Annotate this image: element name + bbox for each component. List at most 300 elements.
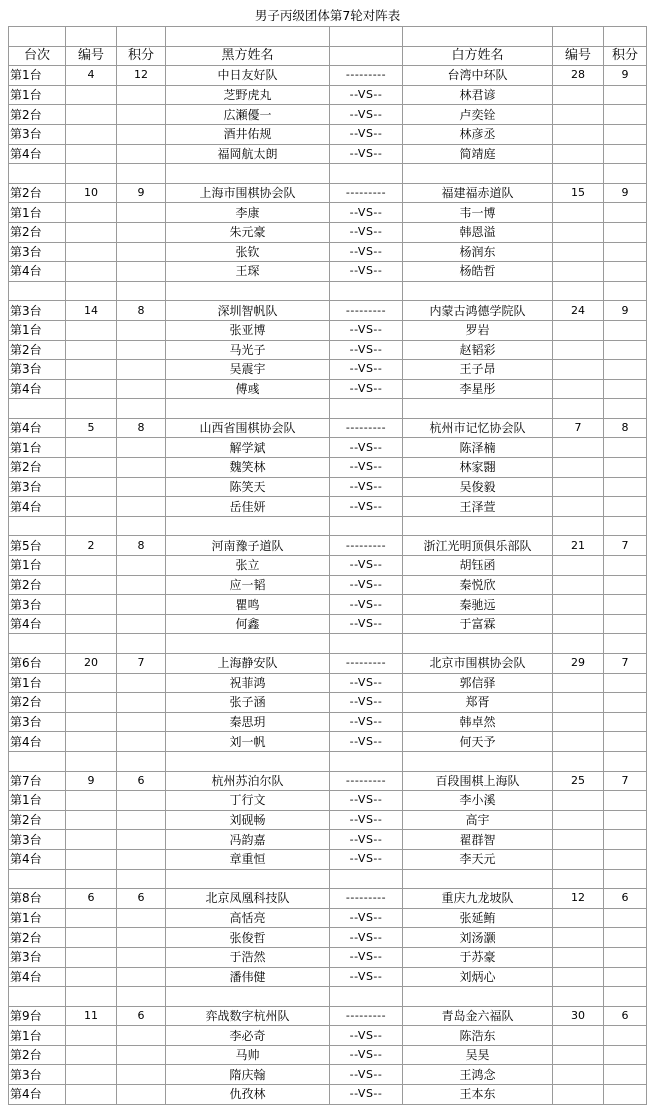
- black-number: 10: [66, 183, 117, 203]
- empty-cell: [604, 497, 647, 517]
- empty-cell: [604, 222, 647, 242]
- empty-cell: [66, 144, 117, 164]
- empty-cell: [403, 869, 553, 889]
- empty-cell: [117, 967, 166, 987]
- white-team: 内蒙古鸿德学院队: [403, 301, 553, 321]
- player-vs: --VS--: [330, 673, 403, 693]
- empty-cell: [66, 947, 117, 967]
- team-vs: ---------: [330, 536, 403, 556]
- empty-cell: [66, 928, 117, 948]
- empty-cell: [117, 1085, 166, 1105]
- board-label: 第2台: [9, 693, 66, 713]
- black-number: 6: [66, 889, 117, 909]
- board-row: [9, 203, 647, 223]
- black-player: 李康: [166, 203, 330, 223]
- player-vs: --VS--: [330, 1045, 403, 1065]
- player-vs: --VS--: [330, 712, 403, 732]
- white-number: 29: [553, 654, 604, 674]
- board-row: [9, 810, 647, 830]
- white-number: 25: [553, 771, 604, 791]
- empty-cell: [66, 673, 117, 693]
- empty-cell: [66, 849, 117, 869]
- empty-cell: [553, 105, 604, 125]
- empty-cell: [553, 164, 604, 184]
- empty-cell: [9, 987, 66, 1007]
- white-player: 郭信驿: [403, 673, 553, 693]
- empty-cell: [553, 1085, 604, 1105]
- empty-cell: [66, 556, 117, 576]
- empty-cell: [117, 575, 166, 595]
- empty-cell: [553, 203, 604, 223]
- empty-cell: [553, 928, 604, 948]
- team-match-row: [9, 1006, 647, 1026]
- team-vs: ---------: [330, 889, 403, 909]
- black-team: 杭州苏泊尔队: [166, 771, 330, 791]
- board-row: [9, 928, 647, 948]
- black-player: 傅彧: [166, 379, 330, 399]
- empty-cell: [117, 203, 166, 223]
- empty-cell: [117, 242, 166, 262]
- board-label: 第4台: [9, 379, 66, 399]
- white-player: 何天予: [403, 732, 553, 752]
- empty-cell: [117, 1045, 166, 1065]
- black-player: 刘砚畅: [166, 810, 330, 830]
- empty-cell: [553, 1045, 604, 1065]
- board-row: [9, 830, 647, 850]
- black-player: 应一韬: [166, 575, 330, 595]
- empty-cell: [604, 164, 647, 184]
- empty-cell: [553, 732, 604, 752]
- empty-cell: [604, 124, 647, 144]
- black-player: 于浩然: [166, 947, 330, 967]
- team-match-row: [9, 889, 647, 909]
- board-row: [9, 614, 647, 634]
- board-row: [9, 144, 647, 164]
- black-team: 山西省围棋协会队: [166, 418, 330, 438]
- black-player: 秦思玥: [166, 712, 330, 732]
- board-row: [9, 693, 647, 713]
- empty-cell: [66, 262, 117, 282]
- white-player: 赵韬彩: [403, 340, 553, 360]
- board-label: 第2台: [9, 458, 66, 478]
- empty-cell: [66, 85, 117, 105]
- white-player: 吴俊毅: [403, 477, 553, 497]
- board-label: 第1台: [9, 320, 66, 340]
- header-black-points: 积分: [117, 46, 166, 66]
- white-player: 陈泽楠: [403, 438, 553, 458]
- black-player: 酒井佑规: [166, 124, 330, 144]
- board-row: [9, 849, 647, 869]
- board-row: [9, 712, 647, 732]
- white-player: 李天元: [403, 849, 553, 869]
- board-label: 第4台: [9, 967, 66, 987]
- team-match-row: [9, 418, 647, 438]
- player-vs: --VS--: [330, 262, 403, 282]
- empty-cell: [604, 791, 647, 811]
- player-vs: --VS--: [330, 595, 403, 615]
- empty-cell: [117, 144, 166, 164]
- board-label: 第2台: [9, 928, 66, 948]
- player-vs: --VS--: [330, 497, 403, 517]
- black-player: 吴震宇: [166, 360, 330, 380]
- white-player: 王鸿念: [403, 1065, 553, 1085]
- board-row: [9, 908, 647, 928]
- empty-cell: [553, 712, 604, 732]
- empty-cell: [66, 379, 117, 399]
- player-vs: --VS--: [330, 379, 403, 399]
- empty-cell: [66, 869, 117, 889]
- board-row: [9, 85, 647, 105]
- empty-cell: [553, 595, 604, 615]
- empty-cell: [117, 477, 166, 497]
- black-player: 陈笑天: [166, 477, 330, 497]
- white-points: 8: [604, 418, 647, 438]
- empty-cell: [66, 1026, 117, 1046]
- player-vs: --VS--: [330, 105, 403, 125]
- empty-cell: [604, 595, 647, 615]
- empty-cell: [553, 556, 604, 576]
- player-vs: --VS--: [330, 360, 403, 380]
- board-row: [9, 1026, 647, 1046]
- empty-cell: [66, 732, 117, 752]
- empty-cell: [330, 164, 403, 184]
- board-label: 第2台: [9, 575, 66, 595]
- empty-cell: [166, 164, 330, 184]
- match-table: 第8台: [9, 889, 66, 909]
- black-team: 弈战数字杭州队: [166, 1006, 330, 1026]
- board-row: [9, 320, 647, 340]
- board-label: 第2台: [9, 1045, 66, 1065]
- empty-cell: [604, 575, 647, 595]
- empty-cell: [117, 869, 166, 889]
- black-player: 広瀬優一: [166, 105, 330, 125]
- pairing-table: [8, 6, 647, 1105]
- player-vs: --VS--: [330, 477, 403, 497]
- empty-cell: [604, 673, 647, 693]
- empty-cell: [117, 634, 166, 654]
- team-match-row: [9, 66, 647, 86]
- black-team: 中日友好队: [166, 66, 330, 86]
- black-number: 2: [66, 536, 117, 556]
- black-team: 河南豫子道队: [166, 536, 330, 556]
- white-team: 青岛金六福队: [403, 1006, 553, 1026]
- empty-cell: [553, 281, 604, 301]
- black-points: 6: [117, 889, 166, 909]
- white-player: 陈浩东: [403, 1026, 553, 1046]
- empty-cell: [403, 987, 553, 1007]
- empty-cell: [66, 164, 117, 184]
- empty-cell: [9, 399, 66, 419]
- empty-cell: [117, 987, 166, 1007]
- empty-cell: [66, 320, 117, 340]
- player-vs: --VS--: [330, 124, 403, 144]
- header-black-number: 编号: [66, 46, 117, 66]
- empty-cell: [604, 379, 647, 399]
- black-player: 张钦: [166, 242, 330, 262]
- empty-cell: [553, 751, 604, 771]
- player-vs: --VS--: [330, 1065, 403, 1085]
- empty-cell: [117, 673, 166, 693]
- white-player: 韩恩溢: [403, 222, 553, 242]
- empty-cell: [553, 1026, 604, 1046]
- empty-cell: [66, 1065, 117, 1085]
- black-player: 章重恒: [166, 849, 330, 869]
- empty-cell: [117, 458, 166, 478]
- empty-cell: [604, 477, 647, 497]
- white-team: 重庆九龙坡队: [403, 889, 553, 909]
- board-label: 第3台: [9, 360, 66, 380]
- empty-cell: [117, 164, 166, 184]
- board-label: 第2台: [9, 222, 66, 242]
- white-team: 百段围棋上海队: [403, 771, 553, 791]
- team-match-row: [9, 771, 647, 791]
- empty-cell: [553, 124, 604, 144]
- black-points: 6: [117, 771, 166, 791]
- board-row: [9, 732, 647, 752]
- table-title: 男子丙级团体第7轮对阵表: [9, 6, 647, 27]
- empty-cell: [66, 242, 117, 262]
- empty-cell: [604, 360, 647, 380]
- white-number: 28: [553, 66, 604, 86]
- white-points: 6: [604, 1006, 647, 1026]
- empty-cell: [604, 85, 647, 105]
- black-player: 朱元豪: [166, 222, 330, 242]
- white-points: 7: [604, 654, 647, 674]
- header-vs: [330, 46, 403, 66]
- empty-cell: [66, 1085, 117, 1105]
- player-vs: --VS--: [330, 203, 403, 223]
- white-player: 韦一博: [403, 203, 553, 223]
- empty-cell: [66, 575, 117, 595]
- empty-cell: [553, 810, 604, 830]
- white-player: 吴昊: [403, 1045, 553, 1065]
- board-label: 第4台: [9, 1085, 66, 1105]
- black-player: 高恬亮: [166, 908, 330, 928]
- empty-cell: [604, 1065, 647, 1085]
- empty-cell: [604, 281, 647, 301]
- black-number: 14: [66, 301, 117, 321]
- empty-cell: [604, 144, 647, 164]
- empty-cell: [117, 124, 166, 144]
- white-player: 于苏豪: [403, 947, 553, 967]
- black-team: 深圳智帆队: [166, 301, 330, 321]
- blank-row: [9, 869, 647, 889]
- match-table: 第5台: [9, 536, 66, 556]
- black-player: 祝菲鸿: [166, 673, 330, 693]
- board-label: 第1台: [9, 203, 66, 223]
- empty-cell: [553, 262, 604, 282]
- empty-cell: [604, 693, 647, 713]
- board-row: [9, 595, 647, 615]
- empty-cell: [604, 556, 647, 576]
- empty-cell: [166, 516, 330, 536]
- empty-cell: [117, 928, 166, 948]
- empty-cell: [604, 1026, 647, 1046]
- black-number: 20: [66, 654, 117, 674]
- board-label: 第1台: [9, 791, 66, 811]
- white-number: 7: [553, 418, 604, 438]
- empty-cell: [166, 634, 330, 654]
- player-vs: --VS--: [330, 320, 403, 340]
- white-player: 杨皓哲: [403, 262, 553, 282]
- empty-cell: [9, 634, 66, 654]
- player-vs: --VS--: [330, 1085, 403, 1105]
- empty-cell: [117, 810, 166, 830]
- empty-cell: [604, 987, 647, 1007]
- board-label: 第3台: [9, 830, 66, 850]
- board-row: [9, 1085, 647, 1105]
- team-vs: ---------: [330, 418, 403, 438]
- empty-cell: [553, 242, 604, 262]
- match-table: 第9台: [9, 1006, 66, 1026]
- board-label: 第2台: [9, 810, 66, 830]
- player-vs: --VS--: [330, 908, 403, 928]
- white-player: 卢奕铨: [403, 105, 553, 125]
- empty-cell: [117, 947, 166, 967]
- empty-cell: [553, 849, 604, 869]
- white-player: 杨润东: [403, 242, 553, 262]
- white-player: 秦悦欣: [403, 575, 553, 595]
- white-player: 秦驰远: [403, 595, 553, 615]
- empty-cell: [117, 360, 166, 380]
- black-player: 马光子: [166, 340, 330, 360]
- empty-cell: [117, 751, 166, 771]
- white-player: 高宇: [403, 810, 553, 830]
- empty-cell: [66, 987, 117, 1007]
- empty-cell: [66, 595, 117, 615]
- white-team: 浙江光明顶俱乐部队: [403, 536, 553, 556]
- team-vs: ---------: [330, 183, 403, 203]
- white-player: 王子昂: [403, 360, 553, 380]
- board-row: [9, 262, 647, 282]
- empty-cell: [66, 693, 117, 713]
- white-player: 王本东: [403, 1085, 553, 1105]
- empty-cell: [117, 1065, 166, 1085]
- player-vs: --VS--: [330, 1026, 403, 1046]
- empty-cell: [9, 281, 66, 301]
- board-row: [9, 1065, 647, 1085]
- empty-cell: [66, 105, 117, 125]
- white-player: 李星彤: [403, 379, 553, 399]
- empty-cell: [553, 497, 604, 517]
- blank-row: [9, 281, 647, 301]
- blank-row: [9, 634, 647, 654]
- empty-cell: [9, 751, 66, 771]
- black-player: 仇孜林: [166, 1085, 330, 1105]
- white-number: 24: [553, 301, 604, 321]
- empty-cell: [117, 614, 166, 634]
- empty-cell: [117, 908, 166, 928]
- board-label: 第3台: [9, 947, 66, 967]
- black-player: 丁行文: [166, 791, 330, 811]
- board-row: [9, 360, 647, 380]
- empty-cell: [604, 830, 647, 850]
- board-label: 第2台: [9, 340, 66, 360]
- black-player: 福岡航太朗: [166, 144, 330, 164]
- board-label: 第4台: [9, 262, 66, 282]
- player-vs: --VS--: [330, 810, 403, 830]
- team-vs: ---------: [330, 771, 403, 791]
- board-row: [9, 477, 647, 497]
- empty-cell: [553, 399, 604, 419]
- empty-cell: [66, 830, 117, 850]
- board-row: [9, 222, 647, 242]
- board-row: [9, 497, 647, 517]
- board-row: [9, 556, 647, 576]
- empty-cell: [330, 399, 403, 419]
- match-table: 第4台: [9, 418, 66, 438]
- white-number: 21: [553, 536, 604, 556]
- empty-cell: [330, 281, 403, 301]
- board-label: 第2台: [9, 105, 66, 125]
- board-row: [9, 124, 647, 144]
- player-vs: --VS--: [330, 830, 403, 850]
- black-player: 王琛: [166, 262, 330, 282]
- empty-cell: [117, 556, 166, 576]
- player-vs: --VS--: [330, 947, 403, 967]
- white-player: 刘炳心: [403, 967, 553, 987]
- empty-cell: [553, 693, 604, 713]
- white-number: 12: [553, 889, 604, 909]
- empty-cell: [117, 791, 166, 811]
- match-table: 第6台: [9, 654, 66, 674]
- empty-cell: [9, 869, 66, 889]
- white-team: 杭州市记忆协会队: [403, 418, 553, 438]
- black-player: 张亚博: [166, 320, 330, 340]
- empty-cell: [66, 516, 117, 536]
- empty-cell: [66, 614, 117, 634]
- team-match-row: [9, 654, 647, 674]
- empty-cell: [117, 693, 166, 713]
- empty-cell: [553, 987, 604, 1007]
- empty-cell: [66, 222, 117, 242]
- white-player: 简靖庭: [403, 144, 553, 164]
- empty-cell: [604, 399, 647, 419]
- black-player: 张立: [166, 556, 330, 576]
- blank-row: [9, 516, 647, 536]
- white-player: 林君谚: [403, 85, 553, 105]
- black-number: 4: [66, 66, 117, 86]
- white-player: 林彦丞: [403, 124, 553, 144]
- empty-cell: [553, 908, 604, 928]
- board-label: 第4台: [9, 144, 66, 164]
- black-points: 12: [117, 66, 166, 86]
- empty-cell: [403, 399, 553, 419]
- board-label: 第1台: [9, 1026, 66, 1046]
- empty-cell: [604, 908, 647, 928]
- black-player: 潘伟健: [166, 967, 330, 987]
- empty-cell: [553, 85, 604, 105]
- empty-cell: [117, 595, 166, 615]
- white-player: 翟群智: [403, 830, 553, 850]
- white-points: 9: [604, 66, 647, 86]
- board-row: [9, 105, 647, 125]
- empty-cell: [66, 712, 117, 732]
- empty-cell: [604, 712, 647, 732]
- empty-cell: [66, 967, 117, 987]
- empty-cell: [604, 732, 647, 752]
- black-player: 芝野虎丸: [166, 85, 330, 105]
- match-table: 第7台: [9, 771, 66, 791]
- empty-cell: [403, 281, 553, 301]
- black-player: 刘一帆: [166, 732, 330, 752]
- empty-cell: [553, 340, 604, 360]
- empty-cell: [66, 360, 117, 380]
- empty-cell: [117, 262, 166, 282]
- black-team: 上海市围棋协会队: [166, 183, 330, 203]
- empty-cell: [66, 203, 117, 223]
- white-player: 韩卓然: [403, 712, 553, 732]
